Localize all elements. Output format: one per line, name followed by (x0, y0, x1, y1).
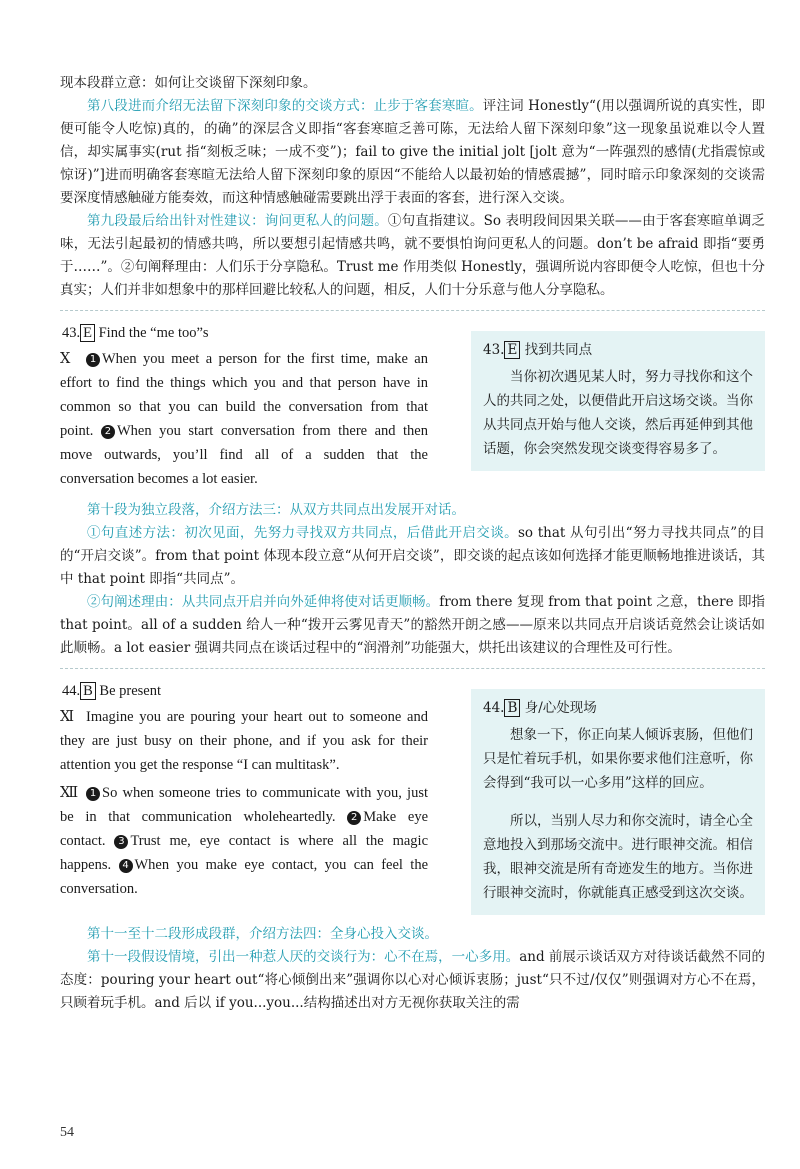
item-43-number: 43. (62, 325, 81, 341)
para-9-text: ①句直指建议。So 表明段间因果关联——由于客套寒暄单调乏味，无法引起最初的情感共鸣，所以要想引起情感共鸣，就不要惧怕询问更私人的问题。don’t be afraid 即指“要勇于……”。②句阐释理由：人们乐于分享隐私。Trust me 作用类似 Honestly，强调所说内容即便令人吃惊，但也十分真实；人们并非如想象中的那样回避比较私人的问题，相反，人们十分乐意与他人分享隐私。 (60, 213, 766, 298)
item-44-heading (60, 679, 428, 703)
para-10-sentence-1 (60, 522, 765, 591)
item-44-paragraph-12 (60, 781, 428, 901)
para-10-highlight-3: ②句阐述理由：从共同点开启并向外延伸将使对话更顺畅。 (87, 594, 440, 610)
item-44-answer: B (80, 682, 96, 700)
item-43-cn-text: 当你初次遇见某人时，努力寻找你和这个人的共同之处，以便借此开启这场交谈。当你从共同点开始与他人交谈，然后再延伸到其他话题，你会突然发现交谈变得容易多了。 (483, 369, 753, 457)
para-11-text-2: and 前展示谈话双方对待谈话截然不同的态度：pouring your heart out“将心倾倒出来”强调你以心对心倾诉衷肠；just“只不过/仅仅”则强调对方心不在焉，只顾着玩手机。and 后以 if you...you...结构描述出对方无视你获取关注的需 (60, 949, 765, 1011)
item-44-english (60, 679, 428, 901)
item-44-cn-number: 44. (483, 700, 505, 716)
sentence-marker-3: 3 (114, 835, 128, 849)
item-43-heading (60, 321, 428, 345)
sentence-marker-2: 2 (347, 811, 361, 825)
sentence-1: When you meet a person for the first time, make an effort to find the things which you and that person have in common so that you can build the conversation from that point. (60, 351, 428, 439)
para-10-text-2: so that 从句引出“努力寻找共同点”的目的“开启交谈”。from that point 体现本段立意“从何开启交谈”，即交谈的起点该如何选择才能更顺畅地推进谈话，其中 that point 即指“共同点”。 (60, 525, 765, 587)
paragraph-11-text: Imagine you are pouring your heart out to someone and they are just busy on their phone, and if you ask for their attention you get the response “I can multitask”. (60, 709, 428, 773)
item-43-english (60, 321, 428, 491)
section-divider (60, 310, 765, 311)
sentence-1: So when someone tries to communicate with you, just be in that communication wholeheartedly. (60, 785, 428, 825)
para-8-highlight: 第八段进而介绍无法留下深刻印象的交谈方式：止步于客套寒暄。 (87, 98, 483, 114)
item-43-title: Find the “me too”s (98, 325, 209, 341)
para-11-text (60, 946, 765, 1015)
paragraph-marker-11: Ⅺ (60, 709, 75, 725)
para-10-heading (60, 499, 765, 522)
para-8-text: 评注词 Honestly“(用以强调所说的真实性，即便可能令人吃惊)真的，的确”的深层含义即指“客套寒暄乏善可陈，无法给人留下深刻印象”这一现象虽说难以令人置信，却实属事实(rut 指“刻板乏味；一成不变”)；fail to give the initial jolt [jolt 意为“一阵强烈的感情(尤指震惊或惊讶)”]进而明确客套寒暄无法给人留下深刻印象的原因“不能给人以最初始的情感震撼”，同时暗示印象深刻的交谈需要深度情感触碰方能奏效，而这种情感触碰需要跳出浮于表面的客套，进行深入交谈。 (60, 98, 766, 206)
para-9 (60, 210, 765, 302)
item-44-cn-heading (483, 697, 753, 719)
para-11-highlight-1: 第十一至十二段形成段群，介绍方法四：全身心投入交谈。 (87, 926, 438, 942)
para-10-text-3: from there 复现 from that point 之意，there 即指 that point。all of a sudden 给人一种“拨开云雾见青天”的豁然开朗之感——原来以共同点开启谈话竟然会让谈话如此顺畅。a lot easier 强调共同点在谈话过程中的“润滑剂”功能强大，烘托出该建议的合理性及可行性。 (60, 594, 766, 656)
sentence-marker-1: 1 (86, 787, 100, 801)
item-43 (60, 321, 765, 491)
sentence-marker-4: 4 (119, 859, 133, 873)
sentence-marker-1: 1 (86, 353, 100, 367)
item-43-answer: E (80, 324, 95, 342)
para-11-highlight-2: 第十一段假设情境，引出一种惹人厌的交谈行为：心不在焉，一心多用。 (87, 949, 520, 965)
para-11-heading (60, 923, 765, 946)
section-divider-2 (60, 668, 765, 669)
item-44-paragraph-11 (60, 705, 428, 777)
item-44-translation-box (471, 689, 765, 915)
sentence-2: Make eye contact. (60, 809, 429, 849)
item-44-number: 44. (62, 683, 81, 699)
para-10-highlight-1: 第十段为独立段落，介绍方法三：从双方共同点出发展开对话。 (87, 502, 465, 518)
item-43-cn-heading (483, 339, 753, 361)
page-number: 54 (60, 1125, 74, 1140)
para-8 (60, 95, 765, 210)
para-10-highlight-2: ①句直述方法：初次见面，先努力寻找双方共同点，后借此开启交谈。 (87, 525, 518, 541)
item-43-cn-answer: E (504, 341, 520, 359)
sentence-3: Trust me, eye contact is where all the magic happens. (60, 833, 429, 873)
item-44 (60, 679, 765, 915)
item-43-cn-number: 43. (483, 342, 505, 358)
item-44-title: Be present (99, 683, 162, 699)
paragraph-marker-12: Ⅻ (60, 785, 79, 801)
para-9-highlight: 第九段最后给出针对性建议：询问更私人的问题。 (87, 213, 388, 229)
item-43-paragraph (60, 347, 428, 491)
sentence-marker-2: 2 (101, 425, 115, 439)
page-body (60, 72, 765, 1015)
item-44-cn-paragraph-2: 所以，当别人尽力和你交流时，请全心全意地投入到那场交流中。进行眼神交流。相信我，眼神交流是所有奇迹发生的地方。当你进行眼神交流时，你就能真正感受到这次交谈。 (483, 813, 753, 901)
item-43-cn-title: 找到共同点 (524, 342, 593, 358)
paragraph-marker-10: Ⅹ (60, 351, 71, 367)
item-44-cn-answer: B (504, 699, 520, 717)
item-43-translation-box (471, 331, 765, 471)
item-44-cn-title: 身/心处现场 (524, 700, 597, 716)
item-44-cn-paragraph-1: 想象一下，你正向某人倾诉衷肠，但他们只是忙着玩手机，如果你要求他们注意听，你会得到“我可以一心多用”这样的回应。 (483, 727, 753, 791)
sentence-4: When you make eye contact, you can feel the conversation. (60, 857, 429, 897)
para-10-sentence-2 (60, 591, 765, 660)
para-intro: 现本段群立意：如何让交谈留下深刻印象。 (60, 75, 317, 91)
sentence-2: When you start conversation from there and then move outwards, you’ll find all of a sudden that the conversation becomes a lot easier. (60, 423, 428, 487)
